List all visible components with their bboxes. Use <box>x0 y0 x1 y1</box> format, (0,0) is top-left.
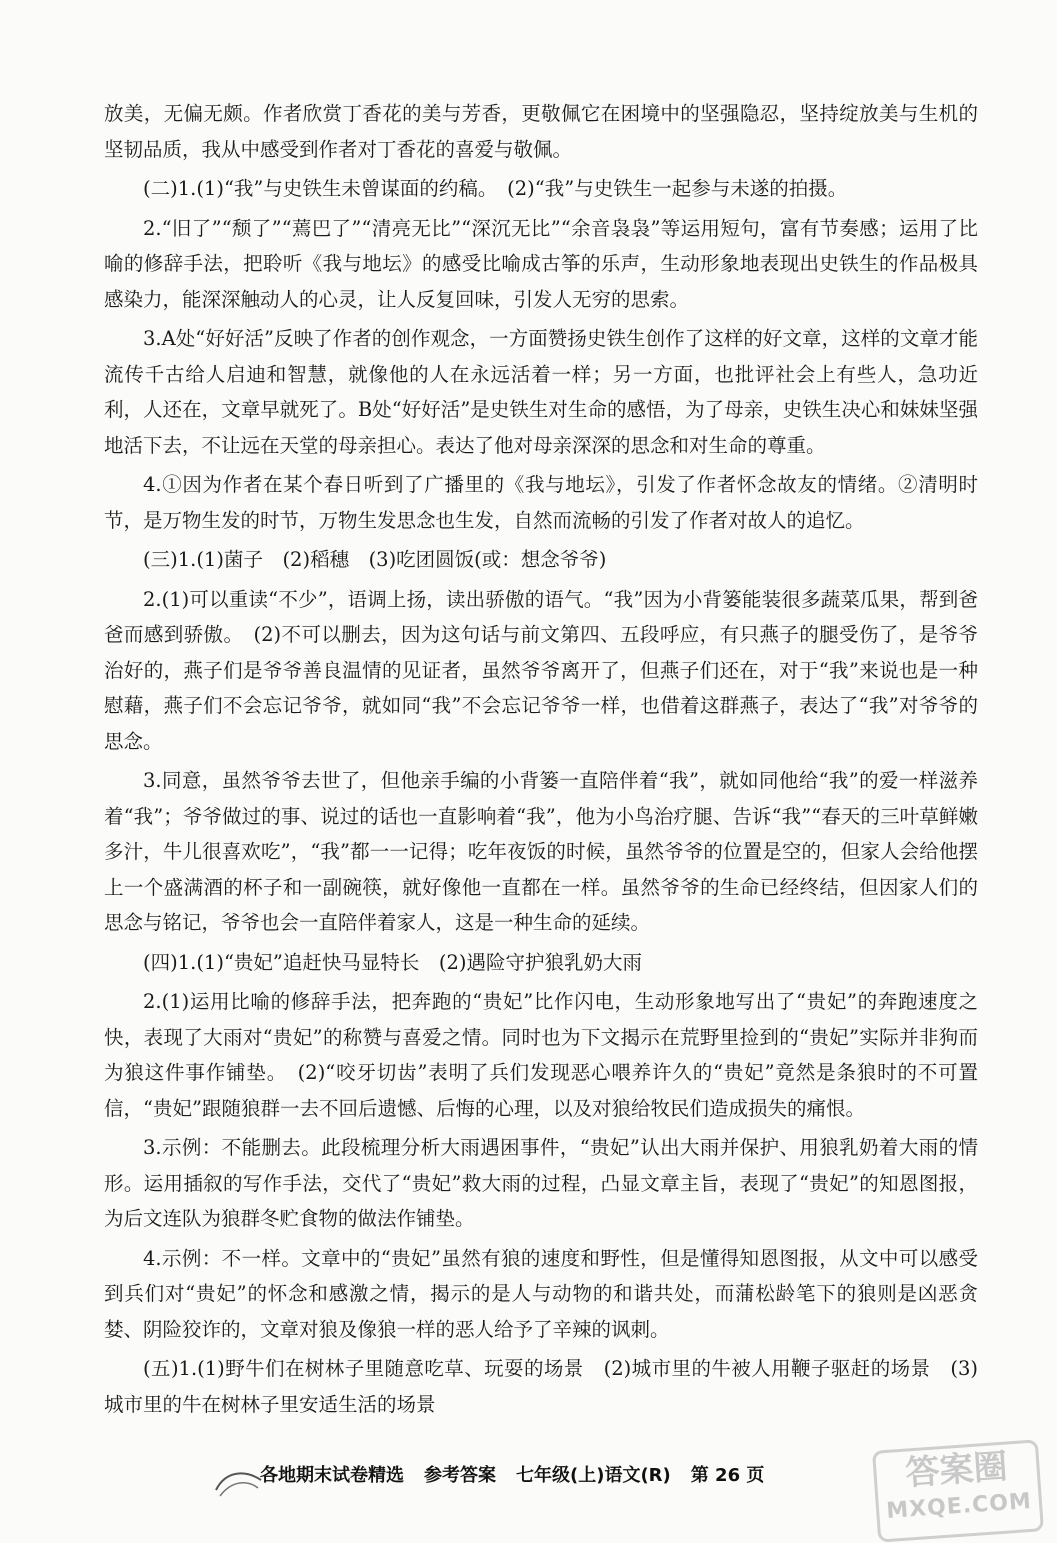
footer-grade-subject: 七年级(上)语文(R) <box>516 1465 671 1486</box>
answer-paragraph: 2.(1)运用比喻的修辞手法，把奔跑的“贵妃”比作闪电，生动形象地写出了“贵妃”的奔跑速度之快，表现了大雨对“贵妃”的称赞与喜爱之情。同时也为下文揭示在荒野里捡到的“贵妃”实际并非狗而为狼这件事作铺垫。 (2)“咬牙切齿”表明了兵们发现恶心喂养许久的“贵妃”竟然是条狼时的不可置信，“贵妃”跟随狼群一去不回后遗憾、后悔的心理，以及对狼给牧民们造成损失的痛恨。 <box>104 990 978 1120</box>
watermark-brand: 答案圈 <box>904 1446 1009 1494</box>
watermark-logo <box>872 1439 1044 1542</box>
answer-paragraph: 放美，无偏无颇。作者欣赏丁香花的美与芳香，更敬佩它在困境中的坚强隐忍，坚持绽放美与生机的坚韧品质，我从中感受到作者对丁香花的喜爱与敬佩。 <box>104 102 978 161</box>
answer-paragraph: 3.示例：不能删去。此段梳理分析大雨遇困事件，“贵妃”认出大雨并保护、用狼乳奶着大雨的情形。运用插叙的写作手法，交代了“贵妃”救大雨的过程，凸显文章主旨，表现了“贵妃”的知恩图报，为后文连队为狼群冬贮食物的做法作铺垫。 <box>104 1136 978 1230</box>
watermark-url: MXQE.COM <box>885 1488 1033 1525</box>
answer-paragraph: 4.示例：不一样。文章中的“贵妃”虽然有狼的速度和野性，但是懂得知恩图报，从文中可以感受到兵们对“贵妃”的怀念和感激之情，揭示的是人与动物的和谐共处，而蒲松龄笔下的狼则是凶恶贪婪、阴险狡诈的，文章对狼及像狼一样的恶人给予了辛辣的讽刺。 <box>104 1246 978 1341</box>
answer-paragraph: (三)1.(1)菌子 (2)稻穗 (3)吃团圆饭(或：想念爷爷) <box>143 548 607 571</box>
footer-section: 参考答案 <box>424 1465 496 1486</box>
answer-paragraph: (五)1.(1)野牛们在树林子里随意吃草、玩耍的场景 (2)城市里的牛被人用鞭子驱赶的场景 (3)城市里的牛在树林子里安适生活的场景 <box>104 1357 978 1416</box>
page-footer <box>200 1458 840 1490</box>
answer-paragraph: 3.同意，虽然爷爷去世了，但他亲手编的小背篓一直陪伴着“我”，就如同他给“我”的爱一样滋养着“我”；爷爷做过的事、说过的话也一直影响着“我”，他为小鸟治疗腿、告诉“我”“春天的三叶草鲜嫩多汁，牛儿很喜欢吃”，“我”都一一记得；吃年夜饭的时候，虽然爷爷的位置是空的，但家人会给他摆上一个盛满酒的杯子和一副碗筷，就好像他一直都在一样。虽然爷爷的生命已经终结，但因家人们的思念与铭记，爷爷也会一直陪伴着家人，这是一种生命的延续。 <box>104 769 978 934</box>
answer-text-body <box>104 96 978 1426</box>
footer-book-title: 各地期末试卷精选 <box>260 1465 404 1486</box>
answer-paragraph: 3.A处“好好活”反映了作者的创作观念，一方面赞扬史铁生创作了这样的好文章，这样的文章才能流传千古给人启迪和智慧，就像他的人在永远活着一样；另一方面，也批评社会上有些人，急功近利，人还在，文章早就死了。B处“好好活”是史铁生对生命的感悟，为了母亲，史铁生决心和妹妹坚强地活下去，不让远在天堂的母亲担心。表达了他对母亲深深的思念和对生命的尊重。 <box>104 327 978 457</box>
answer-paragraph: 2.“旧了”“颓了”“蔫巴了”“清亮无比”“深沉无比”“余音袅袅”等运用短句，富有节奏感；运用了比喻的修辞手法，把聆听《我与地坛》的感受比喻成古筝的乐声，生动形象地表现出史铁生的作品极具感染力，能深深触动人的心灵，让人反复回味，引发人无穷的思索。 <box>104 216 978 311</box>
answer-paragraph: (四)1.(1)“贵妃”追赶快马显特长 (2)遇险守护狼乳奶大雨 <box>143 950 643 974</box>
answer-paragraph: (二)1.(1)“我”与史铁生未曾谋面的约稿。 (2)“我”与史铁生一起参与未遂的拍摄。 <box>143 177 848 200</box>
footer-page-number: 第 26 页 <box>690 1465 765 1486</box>
answer-paragraph: 2.(1)可以重读“不少”，语调上扬，读出骄傲的语气。“我”因为小背篓能装很多蔬菜瓜果，帮到爸爸而感到骄傲。 (2)不可以删去，因为这句话与前文第四、五段呼应，有只燕子的腿受伤了，是爷爷治好的，燕子们是爷爷善良温情的见证者，虽然爷爷离开了，但燕子们还在，对于“我”来说也是一种慰藉，燕子们不会忘记爷爷，就如同“我”不会忘记爷爷一样，也借着这群燕子，表达了“我”对爷爷的思念。 <box>104 587 978 753</box>
answer-paragraph: 4.①因为作者在某个春日听到了广播里的《我与地坛》，引发了作者怀念故友的情绪。②清明时节，是万物生发的时节，万物生发思念也生发，自然而流畅的引发了作者对故人的追忆。 <box>104 473 978 532</box>
